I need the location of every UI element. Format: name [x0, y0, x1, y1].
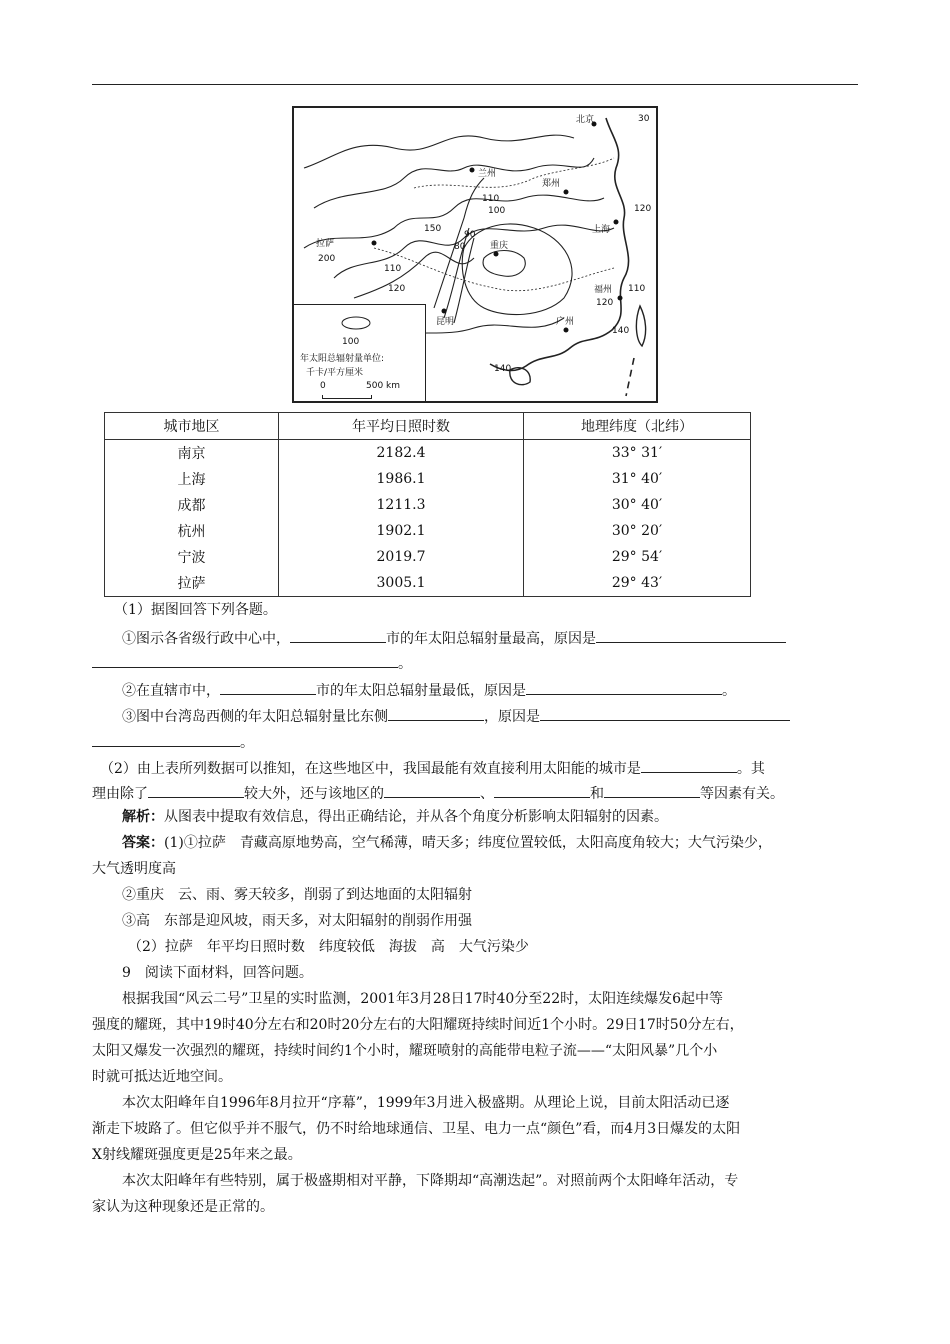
q1-c-text: 。 — [240, 735, 254, 751]
q1-a-text: 。 — [398, 656, 412, 672]
contour-label: 100 — [488, 206, 506, 216]
answer-blank[interactable] — [596, 627, 786, 643]
answer-blank[interactable] — [290, 627, 386, 643]
para1-line: 强度的耀斑，其中19时40分左右和20时20分左右的大阳耀斑持续时间近1个小时。29日17时50分左右， — [92, 1017, 744, 1033]
city-label-fuzhou: 福州 — [594, 285, 613, 295]
contour-label: 140 — [494, 364, 512, 374]
table-cell: 1986.1 — [279, 466, 524, 492]
q1-b-text: 市的年太阳总辐射量最低，原因是 — [316, 683, 526, 699]
answer-blank[interactable] — [526, 679, 722, 695]
answer-line4: （2）拉萨 年平均日照时数 纬度较低 海拔 高 大气污染少 — [128, 939, 529, 955]
legend-scale-bar — [322, 395, 372, 399]
contour-label: 150 — [424, 224, 442, 234]
sunshine-table — [104, 412, 751, 597]
table-row — [105, 570, 751, 597]
legend-unit-line2: 千卡/平方厘米 — [306, 368, 364, 378]
table-cell: 3005.1 — [279, 570, 524, 597]
legend-contour-sample — [334, 313, 394, 337]
q2-text: 和 — [590, 786, 604, 802]
table-cell: 成都 — [105, 492, 279, 518]
city-label-lanzhou: 兰州 — [478, 169, 497, 179]
table-row — [105, 440, 751, 467]
table-row — [105, 492, 751, 518]
answer-blank[interactable] — [220, 679, 316, 695]
contour-label: 120 — [634, 204, 652, 214]
legend-scale-km: 500 km — [366, 381, 401, 391]
q1-b-text: 。 — [722, 683, 736, 699]
table-cell: 30° 20′ — [524, 518, 751, 544]
analysis — [122, 807, 668, 827]
city-label-kunming: 昆明 — [436, 317, 455, 327]
answer-blank[interactable] — [148, 782, 244, 798]
para1-line: 根据我国“风云二号”卫星的实时监测，2001年3月28日17时40分至22时，太阳连续爆发6起中等 — [122, 991, 724, 1007]
question-9: 9 阅读下面材料，回答问题。 — [122, 965, 313, 981]
contour-label: 120 — [596, 298, 614, 308]
table-header: 城市地区 — [105, 413, 279, 440]
answer-line1b: 大气透明度高 — [92, 861, 176, 877]
contour-label: 110 — [482, 194, 500, 204]
table-row — [105, 466, 751, 492]
answer-line2: ②重庆 云、雨、雾天较多，削弱了到达地面的太阳辐射 — [122, 887, 472, 903]
legend-scale-zero: 0 — [320, 381, 326, 391]
contour-label: 30 — [638, 114, 650, 124]
answer-line3: ③高 东部是迎风坡，雨天多，对太阳辐射的削弱作用强 — [122, 913, 472, 929]
q1-intro: （1）据图回答下列各题。 — [114, 602, 277, 618]
table-header-row — [105, 413, 751, 440]
para3-line: 本次太阳峰年有些特别，属于极盛期相对平静，下降期却“高潮迭起”。对照前两个太阳峰年活动，专 — [122, 1173, 739, 1189]
table-cell: 2182.4 — [279, 440, 524, 467]
q2-text: 较大外，还与该地区的 — [244, 786, 384, 802]
table-cell: 上海 — [105, 466, 279, 492]
answer-line1 — [122, 833, 772, 853]
q1-item-a-cont — [92, 652, 412, 674]
q1-item-c-cont — [92, 731, 254, 753]
table-row — [105, 518, 751, 544]
q1-c-text: ，原因是 — [484, 709, 540, 725]
q1-b-text: ②在直辖市中， — [122, 683, 220, 699]
city-label-zhengzhou: 郑州 — [542, 179, 561, 189]
answer-blank[interactable] — [604, 782, 700, 798]
answer-blank[interactable] — [540, 705, 790, 721]
analysis-label: 解析： — [122, 809, 164, 825]
contour-label: 90 — [464, 230, 476, 240]
table-header: 地理纬度（北纬） — [524, 413, 751, 440]
contour-label: 80 — [454, 242, 466, 252]
para3-line: 家认为这种现象还是正常的。 — [92, 1199, 274, 1215]
city-label-lasa: 拉萨 — [316, 239, 335, 249]
q2-text: 、 — [480, 786, 494, 802]
table-cell: 2019.7 — [279, 544, 524, 570]
top-rule — [92, 84, 858, 85]
contour-label: 140 — [612, 326, 630, 336]
table-cell: 29° 54′ — [524, 544, 751, 570]
city-label-shanghai: 上海 — [592, 225, 611, 235]
analysis-text: 从图表中提取有效信息，得出正确结论，并从各个角度分析影响太阳辐射的因素。 — [164, 809, 668, 825]
city-label-guangzhou: 广州 — [556, 317, 575, 327]
answer-label: 答案： — [122, 835, 164, 851]
answer-text: (1)①拉萨 青藏高原地势高，空气稀薄，晴天多；纬度位置较低，太阳高度角较大；大气污染少， — [164, 835, 772, 851]
legend-unit-line1: 年太阳总辐射量单位: — [300, 354, 385, 364]
city-label-chongqing: 重庆 — [490, 241, 509, 251]
contour-label: 110 — [384, 264, 402, 274]
contour-label: 120 — [388, 284, 406, 294]
q2-text: 。其 — [736, 761, 765, 777]
table-cell: 1211.3 — [279, 492, 524, 518]
table-cell: 宁波 — [105, 544, 279, 570]
para1-line: 太阳又爆发一次强烈的耀斑，持续时间约1个小时，耀斑喷射的高能带电粒子流——“太阳风暴”几个小 — [92, 1043, 718, 1059]
contour-label: 110 — [628, 284, 646, 294]
table-cell: 南京 — [105, 440, 279, 467]
table-header: 年平均日照时数 — [279, 413, 524, 440]
table-cell: 29° 43′ — [524, 570, 751, 597]
table-cell: 拉萨 — [105, 570, 279, 597]
q1-c-text: ③图中台湾岛西侧的年太阳总辐射量比东侧 — [122, 709, 388, 725]
q1-item-a — [122, 627, 786, 649]
q1-item-c — [122, 705, 790, 727]
answer-blank[interactable] — [641, 757, 737, 773]
answer-blank[interactable] — [494, 782, 590, 798]
contour-label: 200 — [318, 254, 336, 264]
q1-item-b — [122, 679, 736, 701]
para2-line: X射线耀斑强度更是25年来之最。 — [92, 1147, 302, 1163]
para1-line: 时就可抵达近地空间。 — [92, 1069, 232, 1085]
city-label-beijing: 北京 — [576, 115, 595, 125]
answer-blank[interactable] — [92, 731, 240, 747]
table-row — [105, 544, 751, 570]
table-cell: 33° 31′ — [524, 440, 751, 467]
para2-line: 渐走下坡路了。但它似乎并不服气，仍不时给地球通信、卫星、电力一点“颜色”看，而4月3日爆发的太阳 — [92, 1121, 741, 1137]
legend-sample-value: 100 — [342, 337, 360, 347]
table-cell: 1902.1 — [279, 518, 524, 544]
solar-radiation-map — [292, 106, 658, 403]
q1-a-text: 市的年太阳总辐射量最高，原因是 — [386, 631, 596, 647]
table-cell: 杭州 — [105, 518, 279, 544]
q2-text: 理由除了 — [92, 786, 148, 802]
table-cell: 30° 40′ — [524, 492, 751, 518]
answer-blank[interactable] — [92, 652, 398, 668]
map-legend — [294, 304, 426, 402]
q2-text: （2）由上表所列数据可以推知，在这些地区中，我国最能有效直接利用太阳能的城市是 — [100, 761, 641, 777]
q2-line1 — [100, 757, 765, 779]
q2-line2 — [92, 782, 784, 804]
q2-text: 等因素有关。 — [700, 786, 784, 802]
table-cell: 31° 40′ — [524, 466, 751, 492]
answer-blank[interactable] — [388, 705, 484, 721]
q1-a-text: ①图示各省级行政中心中， — [122, 631, 290, 647]
para2-line: 本次太阳峰年自1996年8月拉开“序幕”，1999年3月进入极盛期。从理论上说，目前太阳活动已逐 — [122, 1095, 730, 1111]
answer-blank[interactable] — [384, 782, 480, 798]
